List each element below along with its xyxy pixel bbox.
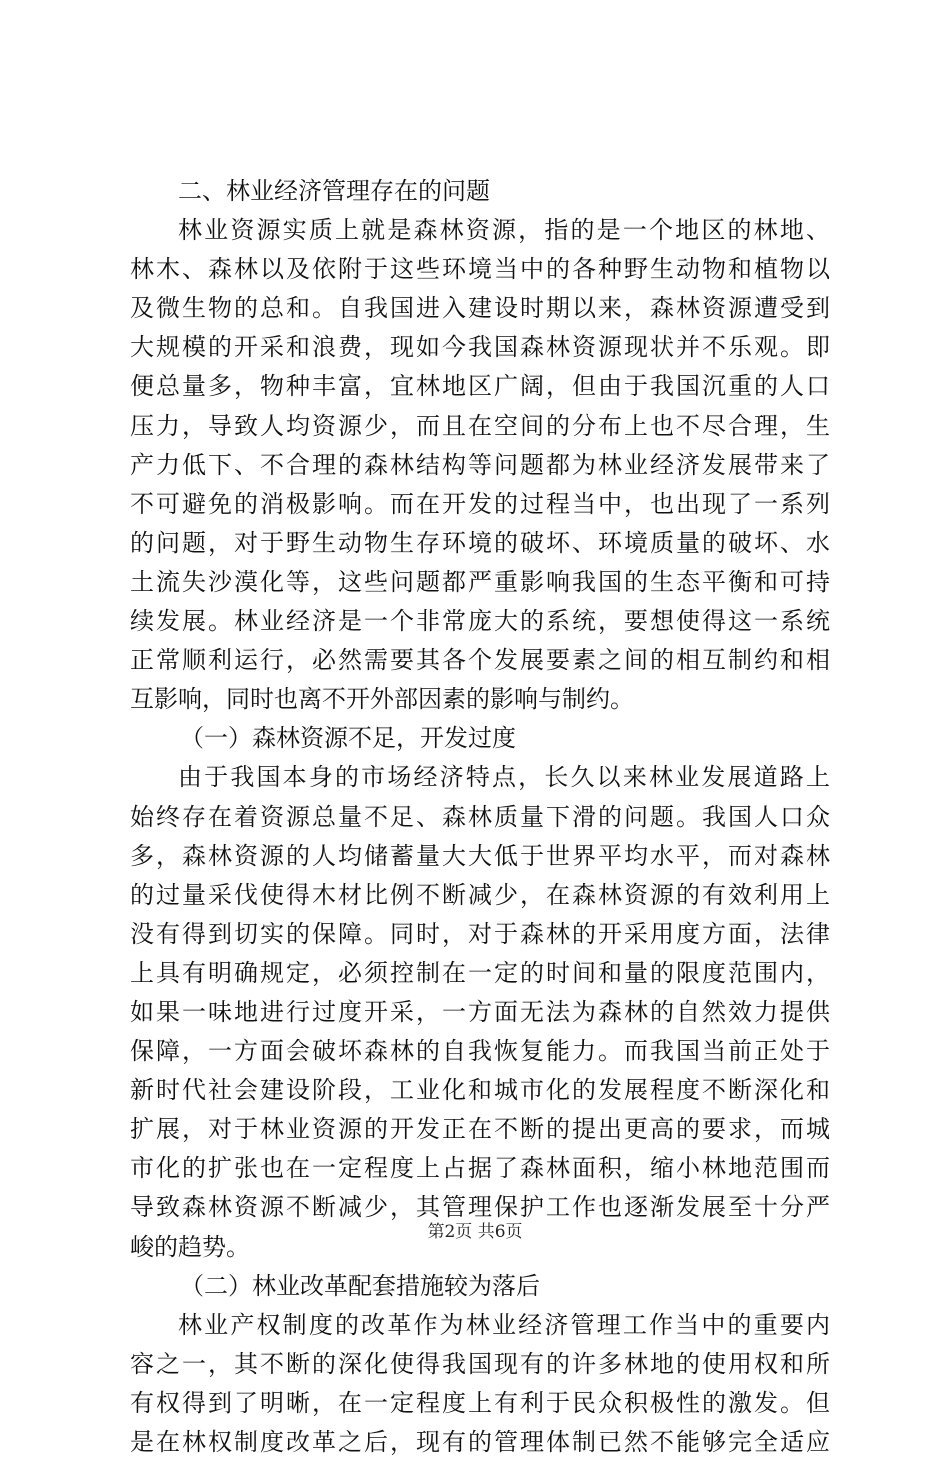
paragraph-line: 市化的扩张也在一定程度上占据了森林面积，缩小林地范围而 — [130, 1154, 830, 1183]
paragraph-line: 压力，导致人均资源少，而且在空间的分布上也不尽合理，生 — [130, 411, 830, 440]
paragraph-line: 始终存在着资源总量不足、森林质量下滑的问题。我国人口众 — [130, 802, 830, 831]
paragraph-line: 是在林权制度改革之后，现有的管理体制已然不能够完全适应 — [130, 1428, 830, 1456]
paragraph-line: 的过量采伐使得木材比例不断减少，在森林资源的有效利用上 — [130, 880, 830, 909]
subsection-heading: （一）森林资源不足，开发过度 — [180, 724, 516, 753]
paragraph-line: 便总量多，物种丰富，宜林地区广阔，但由于我国沉重的人口 — [130, 372, 830, 401]
paragraph-line: 没有得到切实的保障。同时，对于森林的开采用度方面，法律 — [130, 919, 830, 948]
document-body — [130, 172, 830, 1462]
paragraph-line: 正常顺利运行，必然需要其各个发展要素之间的相互制约和相 — [130, 646, 830, 675]
paragraph-line: 及微生物的总和。自我国进入建设时期以来，森林资源遭受到 — [130, 294, 830, 323]
paragraph-line: 保障，一方面会破坏森林的自我恢复能力。而我国当前正处于 — [130, 1037, 830, 1066]
paragraph-line: 由于我国本身的市场经济特点，长久以来林业发展道路上 — [178, 763, 830, 792]
paragraph-line: 峻的趋势。 — [130, 1232, 250, 1261]
paragraph-line: 土流失沙漠化等，这些问题都严重影响我国的生态平衡和可持 — [130, 567, 830, 596]
section-heading: 二、林业经济管理存在的问题 — [178, 177, 490, 205]
paragraph-line: 多，森林资源的人均储蓄量大大低于世界平均水平，而对森林 — [130, 841, 830, 870]
paragraph-line: 容之一，其不断的深化使得我国现有的许多林地的使用权和所 — [130, 1349, 830, 1378]
paragraph-line: 大规模的开采和浪费，现如今我国森林资源现状并不乐观。即 — [130, 333, 830, 362]
paragraph-line: 林业产权制度的改革作为林业经济管理工作当中的重要内 — [178, 1310, 830, 1339]
paragraph-line: 不可避免的消极影响。而在开发的过程当中，也出现了一系列 — [130, 489, 830, 518]
paragraph-line: 林木、森林以及依附于这些环境当中的各种野生动物和植物以 — [130, 255, 830, 284]
subsection-heading: （二）林业改革配套措施较为落后 — [180, 1271, 540, 1300]
paragraph-line: 扩展，对于林业资源的开发正在不断的提出更高的要求，而城 — [130, 1115, 830, 1144]
page-number-footer: 第2页 共6页 — [427, 1222, 523, 1242]
paragraph-line: 续发展。林业经济是一个非常庞大的系统，要想使得这一系统 — [130, 607, 830, 636]
paragraph-line: 林业资源实质上就是森林资源，指的是一个地区的林地、 — [178, 216, 830, 245]
paragraph-line: 导致森林资源不断减少，其管理保护工作也逐渐发展至十分严 — [130, 1193, 830, 1222]
paragraph-line: 有权得到了明晰，在一定程度上有利于民众积极性的激发。但 — [130, 1388, 830, 1417]
paragraph-line: 产力低下、不合理的森林结构等问题都为林业经济发展带来了 — [130, 450, 830, 479]
paragraph-line: 如果一味地进行过度开采，一方面无法为森林的自然效力提供 — [130, 997, 830, 1026]
paragraph-line: 上具有明确规定，必须控制在一定的时间和量的限度范围内， — [130, 958, 830, 987]
paragraph-line: 的问题，对于野生动物生存环境的破坏、环境质量的破坏、水 — [130, 528, 830, 557]
paragraph-line: 新时代社会建设阶段，工业化和城市化的发展程度不断深化和 — [130, 1076, 830, 1105]
paragraph-line: 互影响，同时也离不开外部因素的影响与制约。 — [130, 685, 634, 714]
